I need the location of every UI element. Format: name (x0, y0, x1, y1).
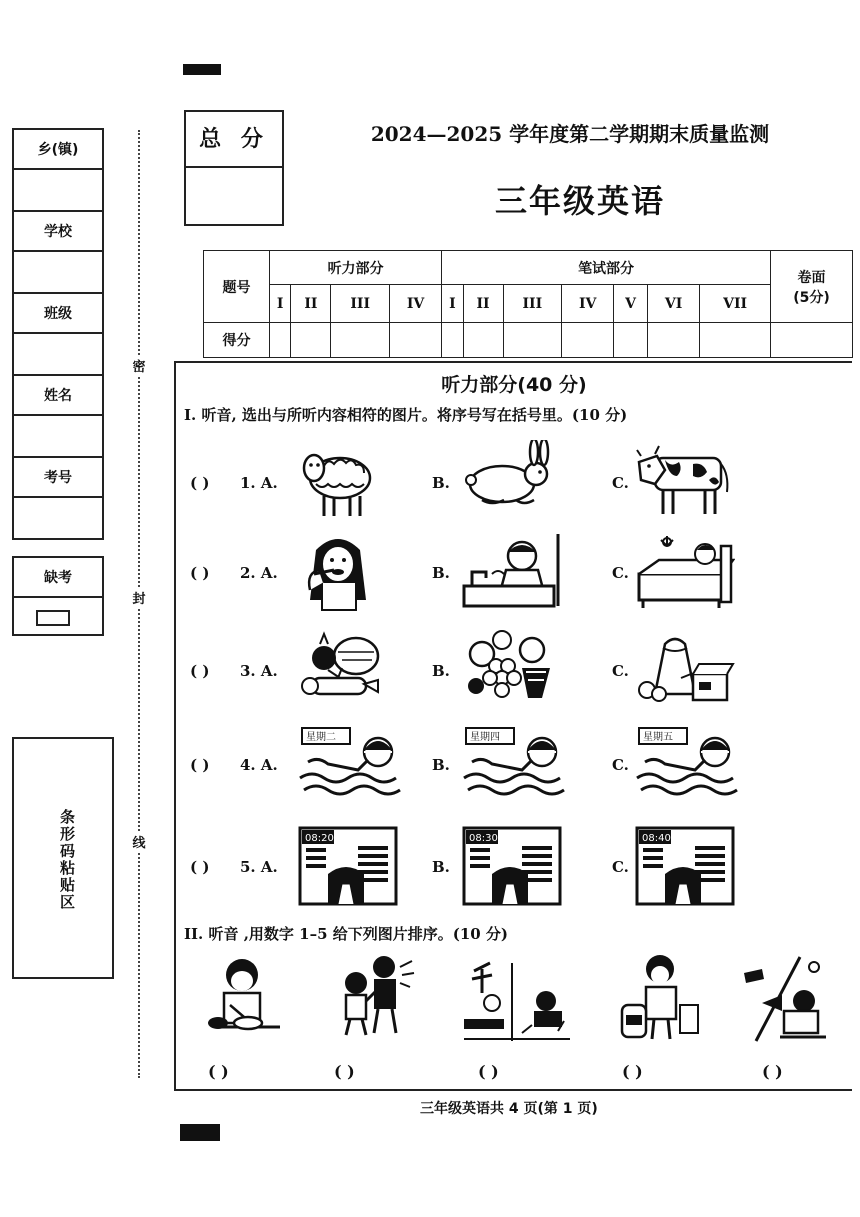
question-4 (180, 722, 780, 812)
swim-friday-picture (635, 722, 745, 802)
time-tag: 08:20 (305, 833, 334, 844)
option-b-label: B. (432, 474, 450, 492)
seal-char-mi: 密 (130, 356, 148, 375)
sheep-picture (298, 440, 378, 520)
clock-0840-picture (635, 824, 735, 906)
park-picture (462, 953, 572, 1043)
question-number: 1. A. (240, 474, 278, 492)
field-school (12, 210, 104, 294)
eating-picture (200, 953, 284, 1043)
question-5 (180, 824, 780, 914)
wash-face-picture (462, 530, 562, 610)
part2-instruction: II. 听音 ,用数字 1–5 给下列图片排序。(10 分) (184, 925, 509, 943)
barcode-label: 条形码粘贴区 (58, 809, 76, 911)
answer-paren[interactable]: ( ) (190, 474, 210, 492)
sequence-answer-paren[interactable]: ( ) (478, 1062, 499, 1081)
seal-char-xian: 线 (130, 832, 148, 851)
option-b-label: B. (432, 564, 450, 582)
score-table (203, 250, 853, 358)
day-tag: 星期四 (470, 732, 500, 743)
top-bar-mark (183, 64, 221, 75)
clock-0830-picture (462, 824, 562, 906)
writing-col: VI (647, 285, 699, 323)
option-b-label: B. (432, 662, 450, 680)
option-c-label: C. (612, 662, 629, 680)
listening-heading: 听力部分(40 分) (441, 374, 587, 396)
absent-box (12, 556, 104, 636)
writing-label: 笔试部分 (442, 251, 771, 285)
sequence-answer-paren[interactable]: ( ) (622, 1062, 643, 1081)
field-blank[interactable] (14, 334, 102, 376)
neatness-label: 卷面 (797, 269, 826, 286)
rabbit-picture (462, 440, 562, 510)
subject-title: 三年级英语 (494, 182, 665, 220)
neatness-cell (771, 251, 853, 323)
seal-char-feng: 封 (130, 588, 148, 607)
question-number: 2. A. (240, 564, 278, 582)
schoolbag-picture (614, 953, 704, 1043)
score-cell[interactable] (503, 323, 562, 358)
sequence-answer-paren[interactable]: ( ) (334, 1062, 355, 1081)
sequence-answer-paren[interactable]: ( ) (208, 1062, 229, 1081)
time-tag: 08:40 (642, 833, 671, 844)
total-score-label: 总 分 (186, 112, 282, 168)
field-name (12, 374, 104, 458)
answer-paren[interactable]: ( ) (190, 756, 210, 774)
cow-picture (635, 440, 735, 520)
time-tag: 08:30 (469, 833, 498, 844)
day-tag: 星期二 (306, 732, 336, 743)
option-b-label: B. (432, 756, 450, 774)
listening-col: II (291, 285, 331, 323)
option-c-label: C. (612, 858, 629, 876)
day-tag: 星期五 (643, 732, 673, 743)
field-label: 班级 (14, 294, 102, 334)
swim-thursday-picture (462, 722, 572, 802)
absent-label: 缺考 (14, 558, 102, 598)
answer-paren[interactable]: ( ) (190, 858, 210, 876)
field-blank[interactable] (14, 498, 102, 540)
sequence-answer-paren[interactable]: ( ) (762, 1062, 783, 1081)
brush-teeth-picture (298, 530, 378, 615)
field-township (12, 128, 104, 212)
writing-col: IV (562, 285, 614, 323)
option-c-label: C. (612, 474, 629, 492)
barcode-area (12, 737, 114, 979)
swim-tuesday-picture (298, 722, 408, 802)
option-c-label: C. (612, 756, 629, 774)
field-label: 姓名 (14, 376, 102, 416)
listening-label: 听力部分 (270, 251, 442, 285)
exam-title: 2024—2025 学年度第二学期期末质量监测 (370, 122, 770, 146)
field-label: 考号 (14, 458, 102, 498)
bottom-bar-mark (180, 1124, 220, 1141)
score-cell[interactable] (389, 323, 441, 358)
clock-0820-picture (298, 824, 398, 906)
score-cell[interactable] (771, 323, 853, 358)
field-exam-number (12, 456, 104, 540)
writing-col: II (463, 285, 503, 323)
score-cell[interactable] (270, 323, 291, 358)
field-label: 学校 (14, 212, 102, 252)
total-score-box (184, 110, 284, 226)
score-label: 得分 (204, 323, 270, 358)
listening-col: IV (389, 285, 441, 323)
score-cell[interactable] (700, 323, 771, 358)
absent-checkbox[interactable] (36, 610, 70, 626)
field-blank[interactable] (14, 252, 102, 294)
question-1 (180, 440, 780, 530)
page-footer: 三年级英语共 4 页(第 1 页) (420, 1101, 598, 1117)
question-number: 5. A. (240, 858, 278, 876)
writing-col: III (503, 285, 562, 323)
listening-col: I (270, 285, 291, 323)
bed-picture (635, 530, 735, 610)
neatness-points: (5分) (793, 289, 830, 306)
fruits-picture (462, 628, 557, 708)
part1-instruction: I. 听音, 选出与所听内容相符的图片。将序号写在括号里。(10 分) (184, 406, 628, 424)
reading-picture (740, 953, 830, 1043)
score-cell[interactable] (614, 323, 648, 358)
field-blank[interactable] (14, 170, 102, 212)
field-label: 乡(镇) (14, 130, 102, 170)
score-cell[interactable] (442, 323, 463, 358)
question-3 (180, 628, 780, 718)
question-number: 4. A. (240, 756, 278, 774)
option-b-label: B. (432, 858, 450, 876)
playing-picture (334, 953, 418, 1043)
food-picture (635, 628, 735, 708)
answer-paren[interactable]: ( ) (190, 564, 210, 582)
score-cell[interactable] (647, 323, 699, 358)
question-number: 3. A. (240, 662, 278, 680)
field-blank[interactable] (14, 416, 102, 458)
question-2 (180, 530, 780, 620)
score-cell[interactable] (291, 323, 331, 358)
writing-col: I (442, 285, 463, 323)
field-class (12, 292, 104, 376)
writing-col: VII (700, 285, 771, 323)
answer-paren[interactable]: ( ) (190, 662, 210, 680)
vegetables-picture (298, 628, 388, 708)
item-label: 题号 (204, 251, 270, 323)
score-cell[interactable] (562, 323, 614, 358)
writing-col: V (614, 285, 648, 323)
score-cell[interactable] (463, 323, 503, 358)
option-c-label: C. (612, 564, 629, 582)
listening-col: III (331, 285, 390, 323)
score-cell[interactable] (331, 323, 390, 358)
